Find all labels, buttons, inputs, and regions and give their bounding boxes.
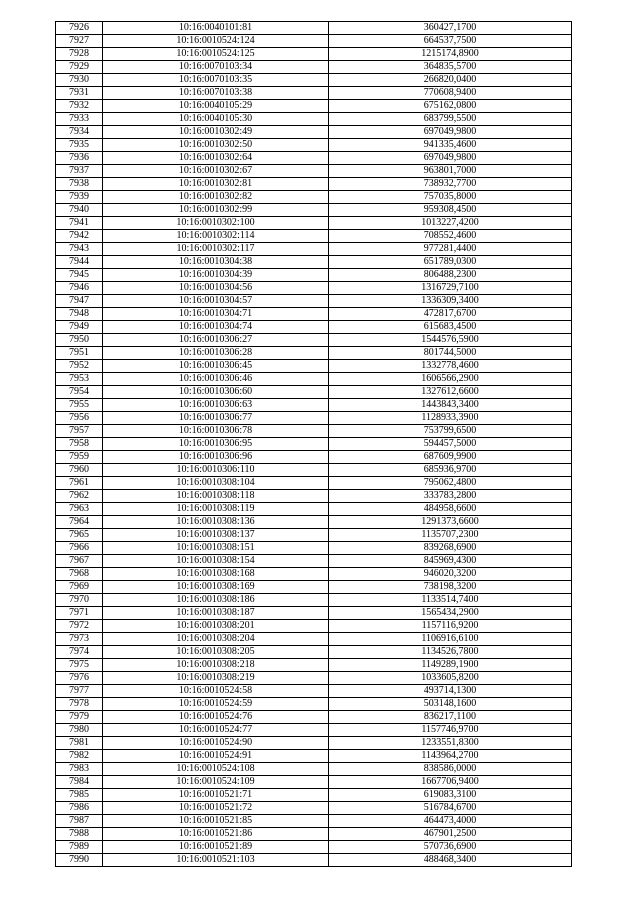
cadastral-number-cell: 10:16:0010308:218 [103, 659, 329, 672]
cadastral-number-cell: 10:16:0010308:154 [103, 555, 329, 568]
cadastral-number-cell: 10:16:0010306:77 [103, 412, 329, 425]
row-number-cell: 7968 [56, 568, 103, 581]
row-number-cell: 7950 [56, 334, 103, 347]
row-number-cell: 7960 [56, 464, 103, 477]
row-number-cell: 7958 [56, 438, 103, 451]
cadastral-value-cell: 753799,6500 [329, 425, 572, 438]
cadastral-value-cell: 687609,9900 [329, 451, 572, 464]
row-number-cell: 7966 [56, 542, 103, 555]
cadastral-value-cell: 1033605,8200 [329, 672, 572, 685]
cadastral-value-cell: 806488,2300 [329, 269, 572, 282]
cadastral-number-cell: 10:16:0010308:219 [103, 672, 329, 685]
cadastral-number-cell: 10:16:0010302:67 [103, 165, 329, 178]
row-number-cell: 7953 [56, 373, 103, 386]
cadastral-value-cell: 1134526,7800 [329, 646, 572, 659]
cadastral-number-cell: 10:16:0010521:86 [103, 828, 329, 841]
cadastral-value-cell: 959308,4500 [329, 204, 572, 217]
cadastral-value-cell: 266820,0400 [329, 74, 572, 87]
row-number-cell: 7963 [56, 503, 103, 516]
cadastral-number-cell: 10:16:0010304:71 [103, 308, 329, 321]
row-number-cell: 7946 [56, 282, 103, 295]
cadastral-number-cell: 10:16:0010306:46 [103, 373, 329, 386]
table-row [56, 529, 572, 542]
row-number-cell: 7926 [56, 22, 103, 35]
cadastral-number-cell: 10:16:0070103:35 [103, 74, 329, 87]
table-row [56, 256, 572, 269]
cadastral-number-cell: 10:16:0010521:72 [103, 802, 329, 815]
row-number-cell: 7944 [56, 256, 103, 269]
cadastral-number-cell: 10:16:0040105:29 [103, 100, 329, 113]
table-row [56, 282, 572, 295]
table-row [56, 425, 572, 438]
table-row [56, 542, 572, 555]
cadastral-number-cell: 10:16:0010304:38 [103, 256, 329, 269]
cadastral-number-cell: 10:16:0010304:57 [103, 295, 329, 308]
cadastral-number-cell: 10:16:0010524:109 [103, 776, 329, 789]
row-number-cell: 7971 [56, 607, 103, 620]
row-number-cell: 7959 [56, 451, 103, 464]
cadastral-number-cell: 10:16:0010524:91 [103, 750, 329, 763]
cadastral-value-cell: 675162,0800 [329, 100, 572, 113]
row-number-cell: 7964 [56, 516, 103, 529]
row-number-cell: 7987 [56, 815, 103, 828]
cadastral-number-cell: 10:16:0010308:104 [103, 477, 329, 490]
cadastral-value-cell: 683799,5500 [329, 113, 572, 126]
cadastral-number-cell: 10:16:0010306:28 [103, 347, 329, 360]
cadastral-value-cell: 615683,4500 [329, 321, 572, 334]
cadastral-value-cell: 464473,4000 [329, 815, 572, 828]
table-row [56, 828, 572, 841]
cadastral-number-cell: 10:16:0010306:95 [103, 438, 329, 451]
row-number-cell: 7949 [56, 321, 103, 334]
cadastral-value-cell: 1443843,3400 [329, 399, 572, 412]
cadastral-value-cell: 1327612,6600 [329, 386, 572, 399]
table-row [56, 61, 572, 74]
row-number-cell: 7932 [56, 100, 103, 113]
table-row [56, 334, 572, 347]
row-number-cell: 7947 [56, 295, 103, 308]
cadastral-value-cell: 836217,1100 [329, 711, 572, 724]
row-number-cell: 7928 [56, 48, 103, 61]
cadastral-value-cell: 484958,6600 [329, 503, 572, 516]
cadastral-number-cell: 10:16:0010304:56 [103, 282, 329, 295]
cadastral-value-cell: 1565434,2900 [329, 607, 572, 620]
cadastral-value-cell: 946020,3200 [329, 568, 572, 581]
table-row [56, 243, 572, 256]
cadastral-value-cell: 738932,7700 [329, 178, 572, 191]
cadastral-number-cell: 10:16:0010302:114 [103, 230, 329, 243]
table-row [56, 672, 572, 685]
row-number-cell: 7988 [56, 828, 103, 841]
table-row [56, 737, 572, 750]
row-number-cell: 7990 [56, 854, 103, 867]
table-row [56, 308, 572, 321]
cadastral-number-cell: 10:16:0010302:100 [103, 217, 329, 230]
table-row [56, 113, 572, 126]
table-row [56, 347, 572, 360]
table-row [56, 74, 572, 87]
row-number-cell: 7952 [56, 360, 103, 373]
cadastral-number-cell: 10:16:0010308:119 [103, 503, 329, 516]
row-number-cell: 7975 [56, 659, 103, 672]
table-row [56, 100, 572, 113]
cadastral-number-cell: 10:16:0010302:82 [103, 191, 329, 204]
row-number-cell: 7965 [56, 529, 103, 542]
cadastral-number-cell: 10:16:0010524:125 [103, 48, 329, 61]
row-number-cell: 7982 [56, 750, 103, 763]
table-row [56, 412, 572, 425]
cadastral-number-cell: 10:16:0010524:58 [103, 685, 329, 698]
cadastral-number-cell: 10:16:0070103:38 [103, 87, 329, 100]
cadastral-value-cell: 1143964,2700 [329, 750, 572, 763]
cadastral-value-cell: 1128933,3900 [329, 412, 572, 425]
row-number-cell: 7984 [56, 776, 103, 789]
table-row [56, 321, 572, 334]
table-body [56, 22, 572, 867]
table-row [56, 568, 572, 581]
cadastral-number-cell: 10:16:0010308:118 [103, 490, 329, 503]
cadastral-value-cell: 685936,9700 [329, 464, 572, 477]
row-number-cell: 7961 [56, 477, 103, 490]
table-row [56, 35, 572, 48]
row-number-cell: 7969 [56, 581, 103, 594]
cadastral-value-cell: 488468,3400 [329, 854, 572, 867]
row-number-cell: 7927 [56, 35, 103, 48]
cadastral-number-cell: 10:16:0010302:99 [103, 204, 329, 217]
cadastral-number-cell: 10:16:0010521:85 [103, 815, 329, 828]
cadastral-value-cell: 1233551,8300 [329, 737, 572, 750]
row-number-cell: 7989 [56, 841, 103, 854]
row-number-cell: 7937 [56, 165, 103, 178]
cadastral-value-cell: 1157746,9700 [329, 724, 572, 737]
row-number-cell: 7943 [56, 243, 103, 256]
row-number-cell: 7940 [56, 204, 103, 217]
table-row [56, 399, 572, 412]
row-number-cell: 7955 [56, 399, 103, 412]
table-row [56, 191, 572, 204]
cadastral-number-cell: 10:16:0010302:64 [103, 152, 329, 165]
table-row [56, 789, 572, 802]
cadastral-value-cell: 493714,1300 [329, 685, 572, 698]
row-number-cell: 7985 [56, 789, 103, 802]
row-number-cell: 7933 [56, 113, 103, 126]
cadastral-number-cell: 10:16:0010521:89 [103, 841, 329, 854]
row-number-cell: 7930 [56, 74, 103, 87]
row-number-cell: 7978 [56, 698, 103, 711]
row-number-cell: 7973 [56, 633, 103, 646]
table-row [56, 295, 572, 308]
table-row [56, 269, 572, 282]
cadastral-value-cell: 664537,7500 [329, 35, 572, 48]
cadastral-value-cell: 839268,6900 [329, 542, 572, 555]
row-number-cell: 7977 [56, 685, 103, 698]
table-row [56, 711, 572, 724]
cadastral-number-cell: 10:16:0010524:90 [103, 737, 329, 750]
row-number-cell: 7962 [56, 490, 103, 503]
table-row [56, 438, 572, 451]
table-row [56, 607, 572, 620]
cadastral-value-cell: 697049,9800 [329, 152, 572, 165]
table-row [56, 503, 572, 516]
cadastral-number-cell: 10:16:0010524:76 [103, 711, 329, 724]
cadastral-number-cell: 10:16:0070103:34 [103, 61, 329, 74]
row-number-cell: 7986 [56, 802, 103, 815]
cadastral-number-cell: 10:16:0010521:103 [103, 854, 329, 867]
row-number-cell: 7976 [56, 672, 103, 685]
cadastral-value-cell: 963801,7000 [329, 165, 572, 178]
table-row [56, 464, 572, 477]
cadastral-value-cell: 1544576,5900 [329, 334, 572, 347]
cadastral-number-cell: 10:16:0010521:71 [103, 789, 329, 802]
cadastral-value-cell: 1332778,4600 [329, 360, 572, 373]
table-row [56, 373, 572, 386]
cadastral-value-cell: 795062,4800 [329, 477, 572, 490]
table-row [56, 633, 572, 646]
cadastral-number-cell: 10:16:0010308:186 [103, 594, 329, 607]
table-row [56, 516, 572, 529]
table-row [56, 451, 572, 464]
row-number-cell: 7956 [56, 412, 103, 425]
cadastral-number-cell: 10:16:0010308:136 [103, 516, 329, 529]
cadastral-number-cell: 10:16:0010308:201 [103, 620, 329, 633]
cadastral-number-cell: 10:16:0010308:204 [103, 633, 329, 646]
table-row [56, 763, 572, 776]
cadastral-number-cell: 10:16:0010308:151 [103, 542, 329, 555]
row-number-cell: 7929 [56, 61, 103, 74]
table-row [56, 230, 572, 243]
cadastral-value-cell: 1135707,2300 [329, 529, 572, 542]
table-row [56, 620, 572, 633]
cadastral-value-cell: 1291373,6600 [329, 516, 572, 529]
cadastral-number-cell: 10:16:0010306:96 [103, 451, 329, 464]
table-row [56, 815, 572, 828]
table-row [56, 386, 572, 399]
row-number-cell: 7970 [56, 594, 103, 607]
cadastral-value-cell: 738198,3200 [329, 581, 572, 594]
cadastral-value-cell: 467901,2500 [329, 828, 572, 841]
cadastral-value-cell: 757035,8000 [329, 191, 572, 204]
row-number-cell: 7942 [56, 230, 103, 243]
cadastral-value-cell: 697049,9800 [329, 126, 572, 139]
cadastral-value-cell: 845969,4300 [329, 555, 572, 568]
cadastral-value-cell: 570736,6900 [329, 841, 572, 854]
cadastral-value-cell: 472817,6700 [329, 308, 572, 321]
table-row [56, 22, 572, 35]
cadastral-number-cell: 10:16:0010524:77 [103, 724, 329, 737]
table-row [56, 685, 572, 698]
cadastral-value-cell: 1157116,9200 [329, 620, 572, 633]
row-number-cell: 7941 [56, 217, 103, 230]
table-row [56, 217, 572, 230]
table-row [56, 477, 572, 490]
cadastral-number-cell: 10:16:0010524:108 [103, 763, 329, 776]
cadastral-value-cell: 708552,4600 [329, 230, 572, 243]
cadastral-value-cell: 516784,6700 [329, 802, 572, 815]
cadastral-number-cell: 10:16:0010308:137 [103, 529, 329, 542]
cadastral-value-cell: 360427,1700 [329, 22, 572, 35]
cadastral-number-cell: 10:16:0010306:60 [103, 386, 329, 399]
table-row [56, 750, 572, 763]
cadastral-value-cell: 594457,5000 [329, 438, 572, 451]
cadastral-value-cell: 1133514,7400 [329, 594, 572, 607]
row-number-cell: 7981 [56, 737, 103, 750]
table-row [56, 360, 572, 373]
row-number-cell: 7945 [56, 269, 103, 282]
row-number-cell: 7983 [56, 763, 103, 776]
table-row [56, 139, 572, 152]
cadastral-value-cell: 503148,1600 [329, 698, 572, 711]
table-row [56, 659, 572, 672]
cadastral-value-cell: 977281,4400 [329, 243, 572, 256]
cadastral-value-cell: 1215174,8900 [329, 48, 572, 61]
cadastral-number-cell: 10:16:0010308:169 [103, 581, 329, 594]
table-row [56, 126, 572, 139]
row-number-cell: 7934 [56, 126, 103, 139]
table-row [56, 204, 572, 217]
cadastral-number-cell: 10:16:0010306:110 [103, 464, 329, 477]
cadastral-number-cell: 10:16:0010306:45 [103, 360, 329, 373]
row-number-cell: 7967 [56, 555, 103, 568]
cadastral-number-cell: 10:16:0010302:50 [103, 139, 329, 152]
cadastral-number-cell: 10:16:0010524:124 [103, 35, 329, 48]
cadastral-number-cell: 10:16:0040105:30 [103, 113, 329, 126]
cadastral-number-cell: 10:16:0010302:49 [103, 126, 329, 139]
cadastral-number-cell: 10:16:0010302:81 [103, 178, 329, 191]
cadastral-number-cell: 10:16:0010306:27 [103, 334, 329, 347]
table-row [56, 152, 572, 165]
row-number-cell: 7948 [56, 308, 103, 321]
cadastral-value-cell: 651789,0300 [329, 256, 572, 269]
table-row [56, 776, 572, 789]
table-row [56, 581, 572, 594]
table-row [56, 165, 572, 178]
row-number-cell: 7938 [56, 178, 103, 191]
cadastral-number-cell: 10:16:0010304:39 [103, 269, 329, 282]
table-row [56, 724, 572, 737]
table-row [56, 646, 572, 659]
table-row [56, 87, 572, 100]
cadastral-value-cell: 619083,3100 [329, 789, 572, 802]
row-number-cell: 7936 [56, 152, 103, 165]
cadastral-value-cell: 838586,0000 [329, 763, 572, 776]
cadastral-value-cell: 1606566,2900 [329, 373, 572, 386]
cadastral-value-cell: 1106916,6100 [329, 633, 572, 646]
cadastral-value-cell: 770608,9400 [329, 87, 572, 100]
row-number-cell: 7980 [56, 724, 103, 737]
cadastral-number-cell: 10:16:0010308:168 [103, 568, 329, 581]
cadastral-value-cell: 1336309,3400 [329, 295, 572, 308]
table-row [56, 594, 572, 607]
cadastral-value-cell: 1667706,9400 [329, 776, 572, 789]
cadastral-number-cell: 10:16:0040101:81 [103, 22, 329, 35]
row-number-cell: 7979 [56, 711, 103, 724]
cadastral-number-cell: 10:16:0010306:63 [103, 399, 329, 412]
cadastral-number-cell: 10:16:0010306:78 [103, 425, 329, 438]
cadastral-value-cell: 333783,2800 [329, 490, 572, 503]
cadastral-value-table [55, 21, 572, 867]
table-row [56, 555, 572, 568]
table-row [56, 841, 572, 854]
table-row [56, 854, 572, 867]
cadastral-value-cell: 364835,5700 [329, 61, 572, 74]
cadastral-value-cell: 1013227,4200 [329, 217, 572, 230]
table-row [56, 48, 572, 61]
row-number-cell: 7974 [56, 646, 103, 659]
table-row [56, 490, 572, 503]
cadastral-number-cell: 10:16:0010308:187 [103, 607, 329, 620]
cadastral-number-cell: 10:16:0010302:117 [103, 243, 329, 256]
row-number-cell: 7939 [56, 191, 103, 204]
cadastral-number-cell: 10:16:0010308:205 [103, 646, 329, 659]
row-number-cell: 7954 [56, 386, 103, 399]
table-row [56, 698, 572, 711]
cadastral-value-cell: 1149289,1900 [329, 659, 572, 672]
cadastral-value-cell: 941335,4600 [329, 139, 572, 152]
row-number-cell: 7935 [56, 139, 103, 152]
row-number-cell: 7931 [56, 87, 103, 100]
cadastral-number-cell: 10:16:0010524:59 [103, 698, 329, 711]
table-row [56, 178, 572, 191]
table-row [56, 802, 572, 815]
row-number-cell: 7957 [56, 425, 103, 438]
cadastral-value-cell: 1316729,7100 [329, 282, 572, 295]
row-number-cell: 7951 [56, 347, 103, 360]
cadastral-number-cell: 10:16:0010304:74 [103, 321, 329, 334]
row-number-cell: 7972 [56, 620, 103, 633]
cadastral-value-cell: 801744,5000 [329, 347, 572, 360]
